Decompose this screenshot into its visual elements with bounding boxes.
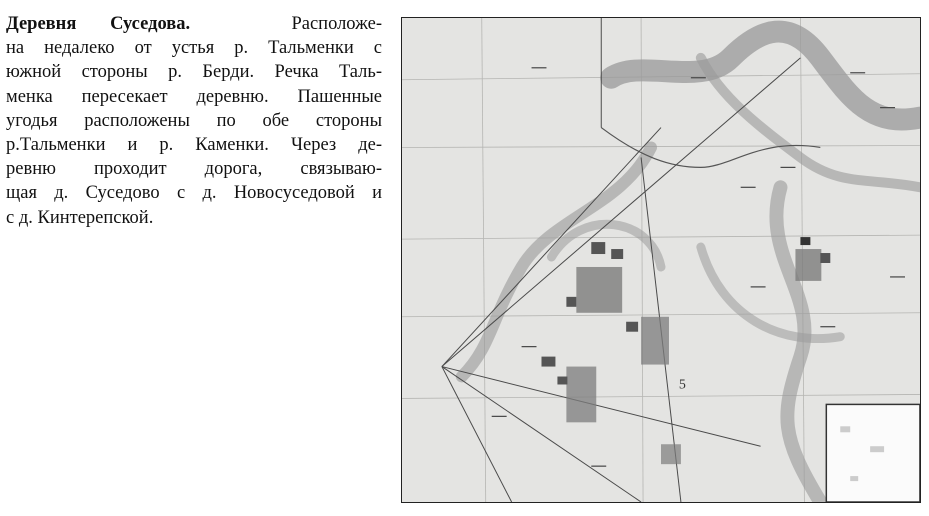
map-inset: [826, 404, 920, 502]
historical-map: [401, 17, 921, 503]
paragraph-line-4: менка пересекает деревню. Пашенные: [6, 86, 382, 107]
paragraph-line-6: р.Тальменки и р. Каменки. Через де-: [6, 135, 382, 156]
paragraph-line-3: южной стороны р. Берди. Речка Таль-: [6, 62, 382, 83]
description-paragraph: [6, 12, 382, 230]
village-title: Деревня Суседова.: [6, 14, 191, 34]
paragraph-line-1: [6, 12, 382, 36]
river-talmenka: [462, 147, 651, 376]
paragraph-line-8: щая д. Суседово с д. Новосуседовой и: [6, 183, 382, 204]
paragraph-line-5: угодья расположены по обе стороны: [6, 110, 382, 131]
paragraph-line-2: на недалеко от устья р. Тальменки с: [6, 38, 382, 59]
map-drawing: [402, 18, 920, 502]
paragraph-line-9: с д. Кинтерепской.: [6, 207, 154, 228]
paragraph-text-1: Расположе-: [291, 14, 383, 34]
map-numeral: 5: [678, 377, 686, 393]
river-kamenka: [776, 187, 820, 502]
roads: [442, 18, 801, 502]
river-loop: [551, 224, 661, 267]
paragraph-line-7: ревню проходит дорога, связываю-: [6, 159, 382, 180]
